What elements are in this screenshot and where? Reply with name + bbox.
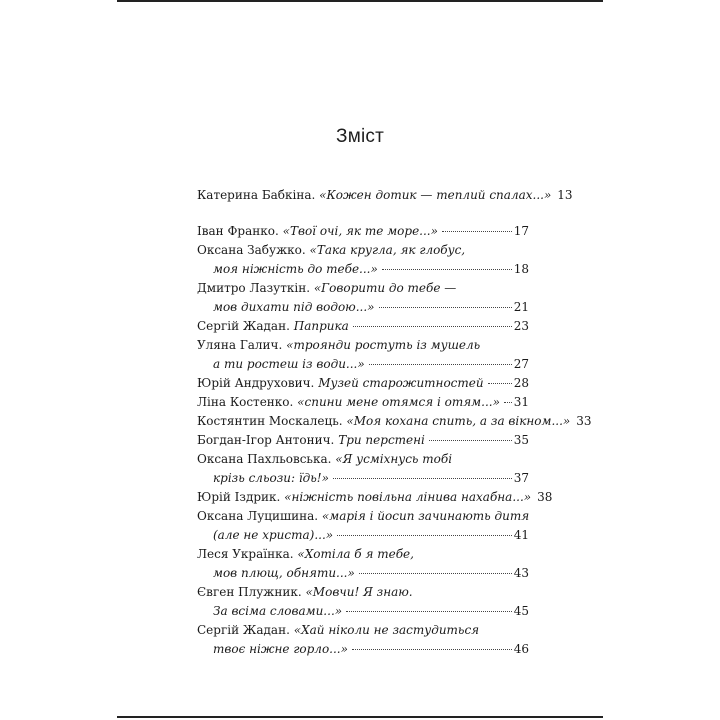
toc-work-title: (але не христа)...»	[213, 528, 334, 542]
toc-page-number: 37	[513, 471, 529, 485]
toc-author: Ліна Костенко.	[197, 395, 294, 409]
toc-page-number: 31	[513, 395, 529, 409]
toc-page-number: 38	[537, 490, 553, 504]
toc-work-title: «Хотіла б я тебе,	[297, 547, 414, 561]
toc-entry	[197, 393, 529, 412]
toc-leader-dots	[442, 231, 512, 232]
toc-leader-dots	[504, 402, 512, 403]
toc-page-number: 21	[513, 300, 529, 314]
table-of-contents	[197, 186, 592, 659]
toc-leader-dots	[429, 440, 512, 441]
toc-work-title: моя ніжність до тебе...»	[213, 262, 378, 276]
toc-page-number: 17	[513, 224, 529, 238]
toc-author: Оксана Забужко.	[197, 243, 306, 257]
toc-entry	[197, 450, 529, 488]
toc-leader-dots	[369, 364, 512, 365]
toc-work-title: «Говорити до тебе —	[313, 281, 457, 295]
toc-author: Юрій Андрухович.	[197, 376, 315, 390]
toc-author: Уляна Галич.	[197, 338, 283, 352]
toc-page-number: 45	[513, 604, 529, 618]
toc-author: Костянтин Москалець.	[197, 414, 343, 428]
toc-title: Зміст	[336, 126, 384, 147]
toc-entry	[197, 431, 529, 450]
toc-leader-dots	[379, 307, 512, 308]
toc-work-title: крізь сльози: їдь!»	[213, 471, 329, 485]
toc-author: Катерина Бабкіна.	[197, 188, 316, 202]
toc-page-number: 33	[576, 414, 592, 428]
toc-author: Оксана Пахльовська.	[197, 452, 332, 466]
toc-work-title: Три перстені	[338, 433, 425, 447]
toc-work-title: «ніжність повільна лінива нахабна...»	[284, 490, 532, 504]
toc-page-number: 23	[513, 319, 529, 333]
toc-work-title: а ти ростеш із води...»	[213, 357, 365, 371]
toc-entry	[197, 374, 529, 393]
toc-work-title: твоє ніжне горло...»	[213, 642, 348, 656]
toc-entry	[197, 336, 529, 374]
toc-work-title: мов дихати під водою...»	[213, 300, 375, 314]
toc-entry	[197, 545, 529, 583]
toc-page-number: 13	[557, 188, 573, 202]
toc-author: Дмитро Лазуткін.	[197, 281, 311, 295]
toc-work-title: «Твої очі, як те море...»	[282, 224, 438, 238]
toc-leader-dots	[382, 269, 512, 270]
toc-author: Юрій Іздрик.	[197, 490, 281, 504]
toc-entry	[197, 583, 529, 621]
toc-work-title: «Моя кохана спить, а за вікном...»	[346, 414, 571, 428]
toc-page-number: 35	[513, 433, 529, 447]
toc-entry	[197, 507, 529, 545]
toc-leader-dots	[353, 326, 512, 327]
toc-entry	[197, 241, 529, 279]
toc-author: Богдан-Ігор Антонич.	[197, 433, 335, 447]
toc-work-title: Паприка	[293, 319, 349, 333]
toc-leader-dots	[337, 535, 512, 536]
toc-leader-dots	[359, 573, 512, 574]
toc-entry	[197, 279, 529, 317]
toc-work-title: «Я усміхнусь тобі	[335, 452, 453, 466]
toc-work-title: «марія і йосип зачинають дитя	[321, 509, 530, 523]
toc-work-title: мов плющ, обняти...»	[213, 566, 355, 580]
toc-entry	[197, 222, 529, 241]
toc-author: Іван Франко.	[197, 224, 279, 238]
toc-author: Оксана Луцишина.	[197, 509, 319, 523]
toc-leader-dots	[333, 478, 512, 479]
toc-work-title: «Хай ніколи не застудиться	[293, 623, 480, 637]
page-bottom-edge	[117, 716, 603, 718]
toc-page-number: 18	[513, 262, 529, 276]
toc-author: Сергій Жадан.	[197, 319, 290, 333]
toc-work-title: За всіма словами...»	[213, 604, 343, 618]
toc-entry	[197, 488, 553, 507]
toc-author: Леся Українка.	[197, 547, 294, 561]
toc-leader-dots	[346, 611, 512, 612]
toc-author: Євген Плужник.	[197, 585, 302, 599]
toc-work-title: Музей старожитностей	[318, 376, 484, 390]
toc-page-number: 28	[513, 376, 529, 390]
toc-page-number: 46	[513, 642, 529, 656]
toc-work-title: «Така кругла, як глобус,	[309, 243, 466, 257]
toc-page-number: 41	[513, 528, 529, 542]
toc-work-title: «троянди ростуть із мушель	[286, 338, 481, 352]
toc-page-number: 27	[513, 357, 529, 371]
toc-leader-dots	[488, 383, 512, 384]
toc-entry	[197, 412, 592, 431]
toc-entry	[197, 317, 529, 336]
toc-entry	[197, 621, 529, 659]
toc-author: Сергій Жадан.	[197, 623, 290, 637]
toc-work-title: «Мовчи! Я знаю.	[305, 585, 413, 599]
toc-page-number: 43	[513, 566, 529, 580]
toc-work-title: «спини мене отямся і отям...»	[297, 395, 500, 409]
toc-work-title: «Кожен дотик — теплий спалах...»	[319, 188, 552, 202]
toc-entry	[197, 186, 573, 205]
toc-leader-dots	[352, 649, 512, 650]
page-top-edge	[117, 0, 603, 2]
